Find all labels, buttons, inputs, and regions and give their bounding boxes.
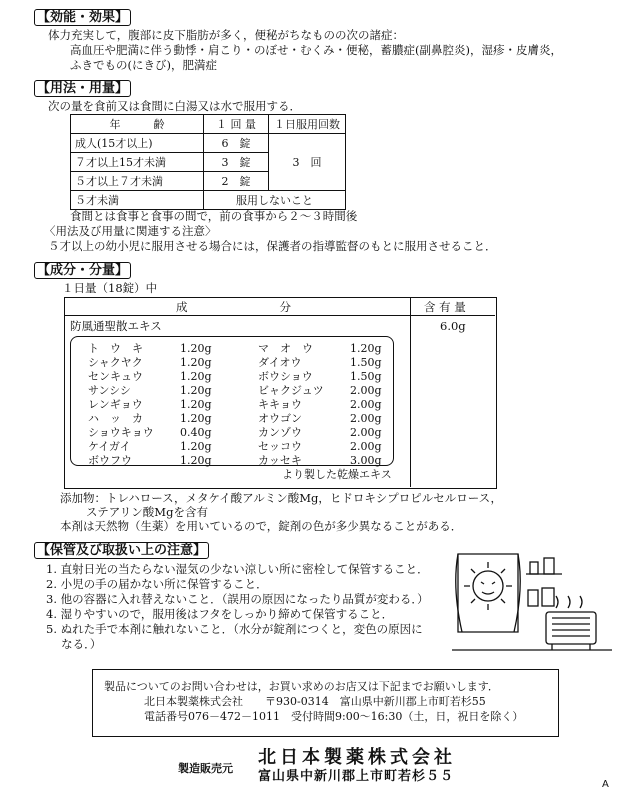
dosage-note: 食間とは食事と食事の間で，前の食事から２～３時間後 [70,209,358,223]
dosage-age-cell: ５才未満 [71,191,204,210]
additives-line: 添加物：トレハロース，メタケイ酸アルミン酸Mg，ヒドロキシプロピルセルロース， [60,491,502,505]
herb-row: オウゴン 2.00g [258,412,382,425]
ingredients-col-amount: 含 有 量 [424,300,466,314]
dosage-heading: 【用法・用量】 [34,80,131,97]
dosage-caution-text: ５才以上の幼小児に服用させる場合には，保護者の指導監督のもとに服用させること． [48,239,497,253]
storage-illustration [452,548,612,656]
footer-company: 北日本製薬株式会社 [258,747,456,768]
herb-row: レンギョウ 1.20g [88,398,212,411]
storage-item: 1. 直射日光の当たらない湿気の少ない涼しい所に密栓して保管すること． [46,562,429,576]
herb-row: ケイガイ 1.20g [88,440,212,453]
dosage-header-age: 年 齢 [71,115,204,134]
dosage-age-cell: ５才以上７才未満 [71,172,204,191]
storage-item: 3. 他の容器に入れ替えないこと．（誤用の原因になったり品質が変わる．） [46,592,429,606]
herb-row: ト ウ キ 1.20g [88,342,212,355]
storage-item: 5. ぬれた手で本剤に触れないこと．（水分が錠剤につくと，変色の原因に [46,622,423,636]
herb-row: マ オ ウ 1.20g [258,342,382,355]
dosage-times-cell: 3 回 [269,134,346,191]
contact-company: 北日本製薬株式会社 〒930-0314 富山県中新川郡上市町若杉55 [144,695,486,708]
efficacy-heading: 【効能・効果】 [34,9,131,26]
storage-item: 2. 小児の手の届かない所に保管すること． [46,577,268,591]
herb-row: ボウフウ 1.20g [88,454,212,467]
dosage-amount-cell: 2 錠 [204,172,269,191]
dosage-table [70,114,346,210]
efficacy-line: ふきでもの(にきび)，肥満症 [70,58,217,72]
additives-line: ステアリン酸Mgを含有 [86,505,208,519]
dosage-under5-cell: 服用しないこと [204,191,346,210]
footer-mark: A [602,779,609,790]
herb-row: ショウキョウ 0.40g [88,426,212,439]
extract-amount: 6.0g [440,319,466,333]
dosage-caution-title: 〈用法及び用量に関連する注意〉 [44,224,217,238]
herb-row: シャクヤク 1.20g [88,356,212,369]
herb-row: ビャクジュツ 2.00g [258,384,382,397]
dosage-age-cell: ７才以上15才未満 [71,153,204,172]
ingredients-heading: 【成分・分量】 [34,262,131,279]
contact-phone: 電話番号076－472－1011 受付時間9:00～16:30（土，日，祝日を除く） [144,710,524,723]
extract-name: 防風通聖散エキス [70,319,162,333]
dosage-amount-cell: 6 錠 [204,134,269,153]
footer-label: 製造販売元 [178,762,233,775]
natural-note: 本剤は天然物（生薬）を用いているので，錠剤の色が多少異なることがある． [60,519,463,533]
herb-row: カッセキ 3.00g [258,454,382,467]
dosage-age-cell: 成人(15才以上) [71,134,204,153]
contact-line: 製品についてのお問い合わせは，お買い求めのお店又は下記までお願いします． [104,680,499,693]
herb-row: サンシシ 1.20g [88,384,212,397]
divider [410,297,411,487]
divider [64,315,495,316]
ingredients-col-component: 成 分 [176,300,291,314]
storage-heading: 【保管及び取扱い上の注意】 [34,542,209,559]
herb-row: キキョウ 2.00g [258,398,382,411]
footer-address: 富山県中新川郡上市町若杉５５ [258,769,455,784]
dosage-header-single: １ 回 量 [204,115,269,134]
herb-row: セッコウ 2.00g [258,440,382,453]
herb-row: センキュウ 1.20g [88,370,212,383]
dosage-amount-cell: 3 錠 [204,153,269,172]
herb-row: ハ ッ カ 1.20g [88,412,212,425]
herb-row: カンゾウ 2.00g [258,426,382,439]
herb-row: ダイオウ 1.50g [258,356,382,369]
ingredients-daily: １日量（18錠）中 [62,281,158,295]
extract-note: より製した乾燥エキス [282,468,392,481]
herb-row: ボウショウ 1.50g [258,370,382,383]
dosage-intro: 次の量を食前又は食間に白湯又は水で服用する． [48,99,301,113]
efficacy-line: 高血圧や肥満に伴う動悸・肩こり・のぼせ・むくみ・便秘，蓄膿症(副鼻腔炎)，湿疹・皮膚炎， [70,43,562,57]
dosage-header-times: １日服用回数 [269,115,346,134]
efficacy-line: 体力充実して，腹部に皮下脂肪が多く，便秘がちなものの次の諸症： [48,28,405,42]
storage-item: 4. 湿りやすいので，服用後はフタをしっかり締めて保管すること． [46,607,394,621]
storage-item: なる．） [46,637,102,651]
